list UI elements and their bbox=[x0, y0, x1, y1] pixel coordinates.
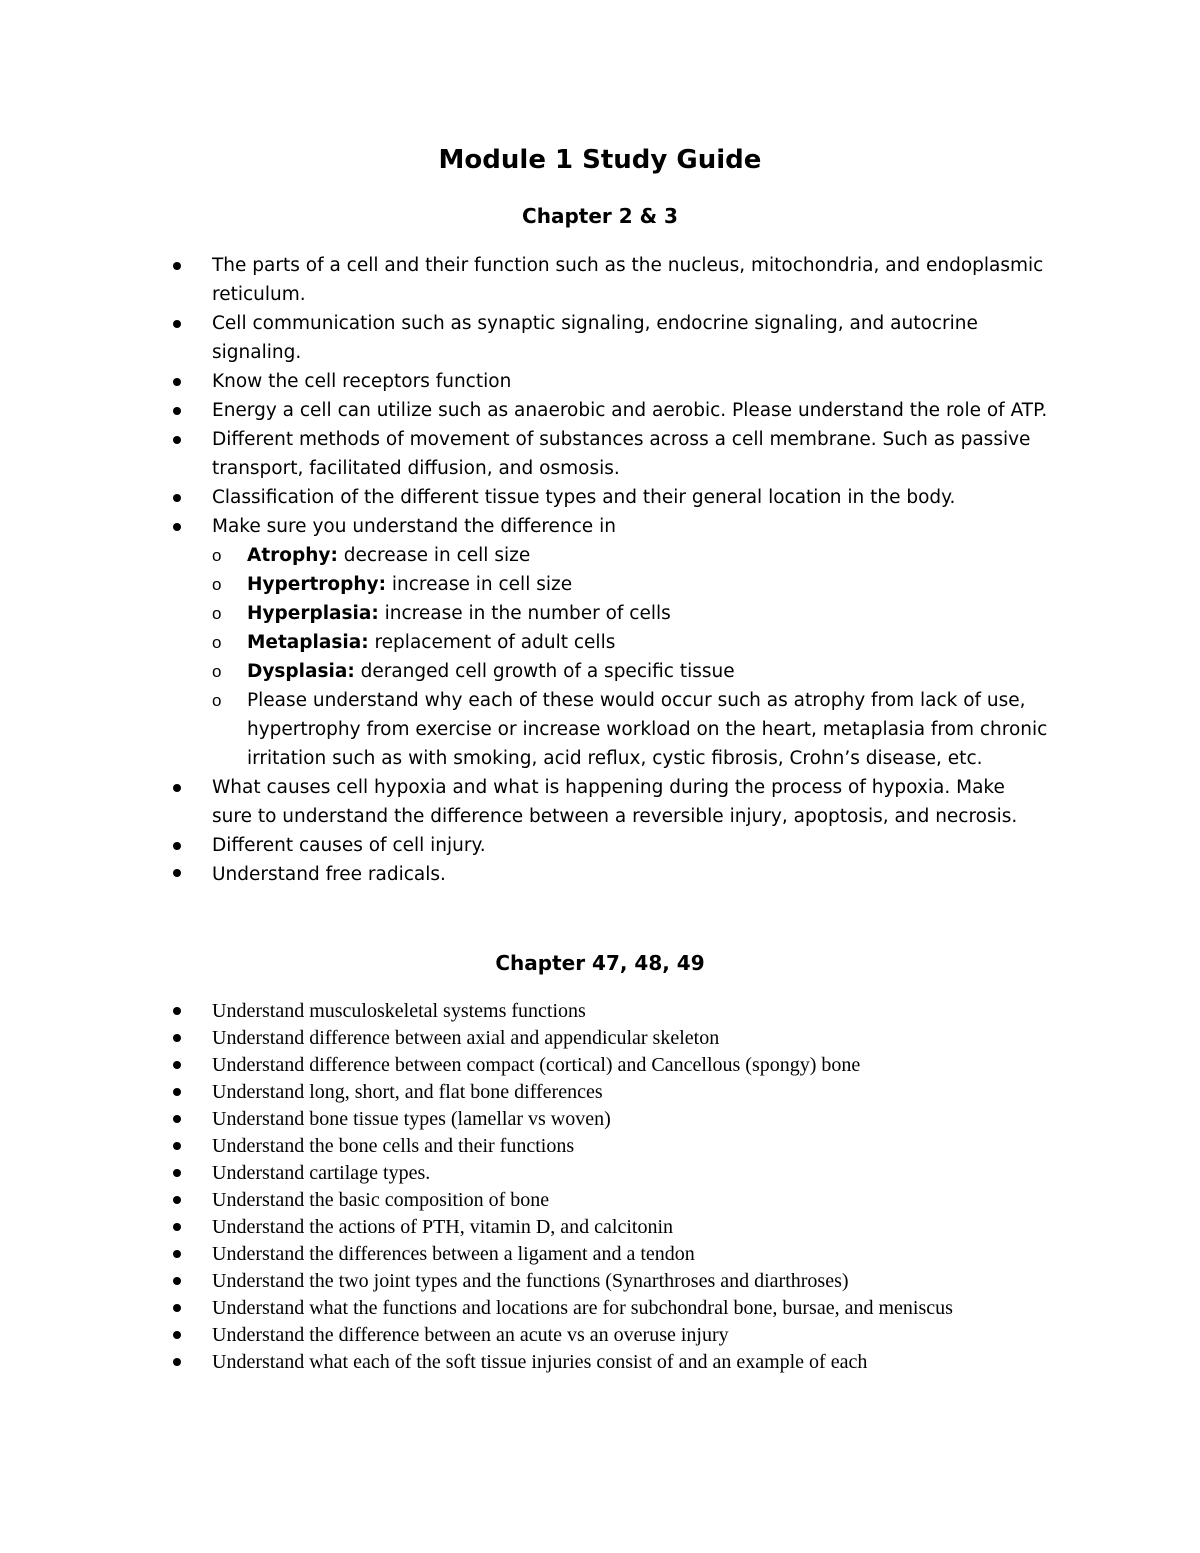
list-item: Understand the difference between an acute vs an overuse injury bbox=[0, 1322, 1103, 1349]
list-item: Understand cartilage types. bbox=[0, 1160, 1103, 1187]
bullet-icon bbox=[173, 1088, 181, 1096]
list-item: Understand what the functions and locations are for subchondral bone, bursae, and meniscus bbox=[0, 1295, 1103, 1322]
circle-bullet-icon: o bbox=[212, 662, 222, 681]
bullet-icon bbox=[173, 436, 181, 444]
list-item: Understand free radicals. bbox=[0, 860, 1200, 889]
list-item: Understand difference between axial and appendicular skeleton bbox=[0, 1025, 1103, 1052]
list-item: Understand the bone cells and their functions bbox=[0, 1133, 1103, 1160]
bullet-icon bbox=[173, 1331, 181, 1339]
sub-list-item: o Metaplasia: replacement of adult cells bbox=[212, 628, 1050, 657]
bullet-icon bbox=[173, 523, 181, 531]
bullet-icon bbox=[173, 869, 181, 877]
sub-list-item: o Dysplasia: deranged cell growth of a specific tissue bbox=[212, 657, 1050, 686]
bullet-icon bbox=[173, 1223, 181, 1231]
list-item: Understand musculoskeletal systems functions bbox=[0, 998, 1103, 1025]
bullet-icon bbox=[173, 320, 181, 328]
list-item: Different methods of movement of substances across a cell membrane. Such as passive transport, facilitated diffusion, and osmosis. bbox=[0, 425, 1200, 483]
bullet-icon bbox=[173, 1034, 181, 1042]
list-item: Understand the differences between a ligament and a tendon bbox=[0, 1241, 1103, 1268]
bullet-icon bbox=[173, 262, 181, 270]
circle-bullet-icon: o bbox=[212, 604, 222, 623]
list-item: Energy a cell can utilize such as anaerobic and aerobic. Please understand the role of ATP. bbox=[0, 396, 1200, 425]
bullet-icon bbox=[173, 1304, 181, 1312]
bullet-icon bbox=[173, 842, 181, 850]
bullet-icon bbox=[173, 494, 181, 502]
bullet-icon bbox=[173, 1142, 181, 1150]
sub-list bbox=[212, 541, 1050, 773]
chapter-2-3-list bbox=[0, 251, 1200, 889]
list-item: Cell communication such as synaptic signaling, endocrine signaling, and autocrine signaling. bbox=[0, 309, 1200, 367]
bullet-icon bbox=[173, 1250, 181, 1258]
sub-list-item: o Atrophy: decrease in cell size bbox=[212, 541, 1050, 570]
bullet-icon bbox=[173, 407, 181, 415]
chapter-47-48-49-list bbox=[0, 998, 1103, 1376]
list-item: Understand bone tissue types (lamellar vs woven) bbox=[0, 1106, 1103, 1133]
list-item: Understand what each of the soft tissue injuries consist of and an example of each bbox=[0, 1349, 1103, 1376]
list-item: The parts of a cell and their function such as the nucleus, mitochondria, and endoplasmic reticulum. bbox=[0, 251, 1200, 309]
sub-list-item: o Please understand why each of these would occur such as atrophy from lack of use, hypertrophy from exercise or increase workload on the heart, metaplasia from chronic irritation such as with smoking, acid reflux, cystic fibrosis, Crohn’s disease, etc. bbox=[212, 686, 1050, 773]
list-item: Different causes of cell injury. bbox=[0, 831, 1200, 860]
bullet-icon bbox=[173, 1358, 181, 1366]
chapter-heading-47-48-49: Chapter 47, 48, 49 bbox=[495, 951, 705, 975]
list-item: Understand long, short, and flat bone differences bbox=[0, 1079, 1103, 1106]
bullet-icon bbox=[173, 1277, 181, 1285]
circle-bullet-icon: o bbox=[212, 575, 222, 594]
bullet-icon bbox=[173, 1007, 181, 1015]
sub-list-item: o Hyperplasia: increase in the number of cells bbox=[212, 599, 1050, 628]
circle-bullet-icon: o bbox=[212, 691, 222, 710]
list-item: Understand the actions of PTH, vitamin D, and calcitonin bbox=[0, 1214, 1103, 1241]
list-item: Understand the two joint types and the functions (Synarthroses and diarthroses) bbox=[0, 1268, 1103, 1295]
bullet-icon bbox=[173, 378, 181, 386]
bullet-icon bbox=[173, 1169, 181, 1177]
bullet-icon bbox=[173, 1061, 181, 1069]
list-item: Know the cell receptors function bbox=[0, 367, 1200, 396]
list-item: Understand the basic composition of bone bbox=[0, 1187, 1103, 1214]
list-item: What causes cell hypoxia and what is happening during the process of hypoxia. Make sure to understand the difference between a reversible injury, apoptosis, and necrosis. bbox=[0, 773, 1200, 831]
bullet-icon bbox=[173, 1115, 181, 1123]
bullet-icon bbox=[173, 1196, 181, 1204]
circle-bullet-icon: o bbox=[212, 546, 222, 565]
page-title: Module 1 Study Guide bbox=[438, 145, 762, 175]
bullet-icon bbox=[173, 784, 181, 792]
list-item: Classification of the different tissue types and their general location in the body. bbox=[0, 483, 1200, 512]
circle-bullet-icon: o bbox=[212, 633, 222, 652]
list-item: Make sure you understand the difference in o Atrophy: decrease in cell size o Hypertrophy: increase in cell size o Hyperplasia: increase in the number of cells o Metaplasia: replacement of adult cells o Dysplasia: deranged cell growth of a specific tissue o Please understand why each of these would occur such as atrophy from lack of use, hypertrophy from exercise or increase workload on the heart, metaplasia from chronic irritation such as with smoking, acid reflux, cystic fibrosis, Crohn’s disease, etc. bbox=[0, 512, 1200, 773]
list-item: Understand difference between compact (cortical) and Cancellous (spongy) bone bbox=[0, 1052, 1103, 1079]
sub-list-item: o Hypertrophy: increase in cell size bbox=[212, 570, 1050, 599]
chapter-heading-2-3: Chapter 2 & 3 bbox=[522, 204, 678, 228]
